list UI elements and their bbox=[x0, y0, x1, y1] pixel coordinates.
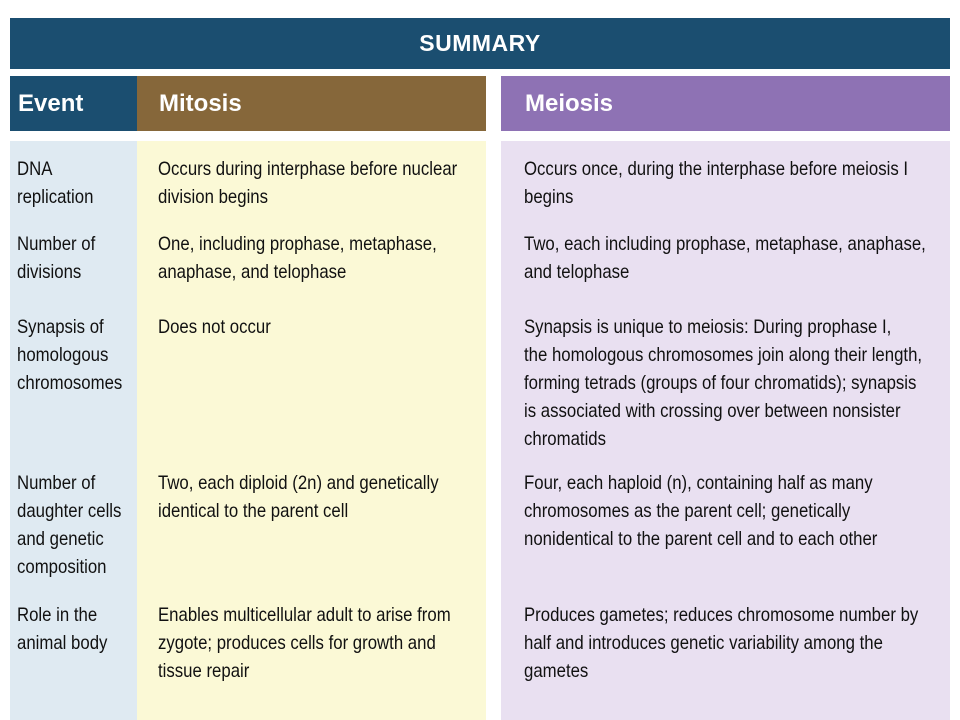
row-4-meiosis: Four, each haploid (n), containing half as many chromosomes as the parent cell; genetically nonidentical to the parent cell and to each other bbox=[524, 472, 878, 550]
summary-title: SUMMARY bbox=[10, 18, 950, 69]
column-header-event: Event bbox=[10, 76, 137, 131]
row-3-event: Synapsis of homologous chromosomes bbox=[17, 316, 123, 394]
column-header-meiosis: Meiosis bbox=[501, 76, 950, 131]
row-5-mitosis: Enables multicellular adult to arise from zygote; produces cells for growth and tissue repair bbox=[158, 604, 451, 682]
row-2-meiosis: Two, each including prophase, metaphase, anaphase, and telophase bbox=[524, 233, 926, 283]
row-2-event: Number of divisions bbox=[17, 233, 96, 283]
column-header-mitosis: Mitosis bbox=[137, 76, 486, 131]
row-5-meiosis: Produces gametes; reduces chromosome number by half and introduces genetic variability among the gametes bbox=[524, 604, 919, 682]
row-2-mitosis: One, including prophase, metaphase, anaphase, and telophase bbox=[158, 233, 437, 283]
row-5-event: Role in the animal body bbox=[17, 604, 108, 654]
row-1-event: DNA replication bbox=[17, 158, 94, 208]
row-3-mitosis: Does not occur bbox=[158, 316, 271, 338]
row-1-meiosis: Occurs once, during the interphase before meiosis I begins bbox=[524, 158, 909, 208]
row-4-mitosis: Two, each diploid (2n) and genetically identical to the parent cell bbox=[158, 472, 439, 522]
row-3-meiosis: Synapsis is unique to meiosis: During prophase I, the homologous chromosomes join along their length, forming tetrads (groups of four chromatids); synapsis is associated with crossing over between nonsister chromatids bbox=[524, 316, 923, 450]
row-4-event: Number of daughter cells and genetic composition bbox=[17, 472, 122, 578]
row-1-mitosis: Occurs during interphase before nuclear division begins bbox=[158, 158, 458, 208]
